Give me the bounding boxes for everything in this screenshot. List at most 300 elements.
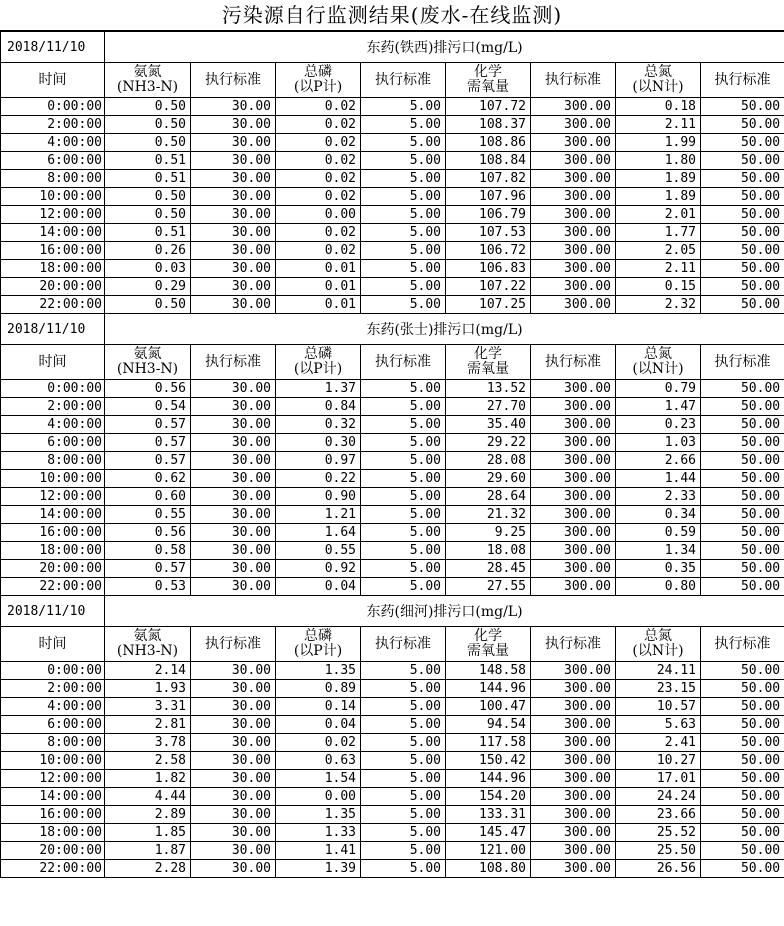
value-cell: 300.00 [531,860,616,878]
value-cell: 0.50 [105,98,191,116]
value-cell: 300.00 [531,224,616,242]
value-cell: 30.00 [191,452,276,470]
time-cell: 22:00:00 [1,296,105,314]
column-header: 时间 [1,63,105,98]
sheet-title: 污染源自行监测结果(废水-在线监测) [0,0,784,31]
value-cell: 100.47 [446,698,531,716]
value-cell: 50.00 [701,116,784,134]
value-cell: 2.58 [105,752,191,770]
value-cell: 5.00 [361,770,446,788]
value-cell: 1.44 [616,470,701,488]
table-row [1,170,784,188]
value-cell: 300.00 [531,698,616,716]
table-row [1,542,784,560]
value-cell: 0.58 [105,542,191,560]
time-cell: 12:00:00 [1,488,105,506]
value-cell: 300.00 [531,242,616,260]
value-cell: 1.77 [616,224,701,242]
column-header-line1: 总磷 [304,64,332,80]
column-header-row [1,63,784,98]
value-cell: 5.00 [361,98,446,116]
value-cell: 2.14 [105,662,191,680]
table-row [1,716,784,734]
value-cell: 30.00 [191,242,276,260]
column-header-line2: (以P计) [293,79,343,95]
value-cell: 30.00 [191,470,276,488]
value-cell: 1.33 [276,824,361,842]
value-cell: 50.00 [701,716,784,734]
column-header [446,345,531,380]
column-header: 执行标准 [531,627,616,662]
value-cell: 30.00 [191,206,276,224]
value-cell: 108.86 [446,134,531,152]
value-cell: 35.40 [446,416,531,434]
value-cell: 28.45 [446,560,531,578]
value-cell: 144.96 [446,680,531,698]
value-cell: 0.57 [105,560,191,578]
table-row [1,98,784,116]
value-cell: 50.00 [701,416,784,434]
table-row [1,380,784,398]
value-cell: 5.00 [361,260,446,278]
value-cell: 50.00 [701,170,784,188]
value-cell: 5.00 [361,860,446,878]
time-cell: 8:00:00 [1,452,105,470]
value-cell: 25.50 [616,842,701,860]
value-cell: 1.87 [105,842,191,860]
value-cell: 30.00 [191,680,276,698]
table-row [1,752,784,770]
value-cell: 29.22 [446,434,531,452]
value-cell: 2.66 [616,452,701,470]
time-cell: 14:00:00 [1,506,105,524]
monitoring-table [0,31,784,878]
column-header-line2: (以P计) [293,361,343,377]
time-cell: 8:00:00 [1,170,105,188]
value-cell: 0.50 [105,188,191,206]
table-row [1,206,784,224]
table-row [1,224,784,242]
time-cell: 20:00:00 [1,842,105,860]
table-row [1,770,784,788]
value-cell: 30.00 [191,698,276,716]
value-cell: 107.22 [446,278,531,296]
value-cell: 30.00 [191,524,276,542]
column-header-line1: 总氮 [644,628,672,644]
column-header-row [1,627,784,662]
column-header-line2: (NH3-N) [116,361,179,377]
time-cell: 10:00:00 [1,752,105,770]
column-header-line1: 氨氮 [133,346,162,362]
column-header-line1: 总氮 [644,64,672,80]
value-cell: 300.00 [531,188,616,206]
column-header: 执行标准 [361,63,446,98]
column-header [446,627,531,662]
column-header [616,627,701,662]
value-cell: 5.00 [361,680,446,698]
value-cell: 0.51 [105,224,191,242]
value-cell: 0.55 [276,542,361,560]
value-cell: 0.35 [616,560,701,578]
value-cell: 5.00 [361,752,446,770]
table-row [1,662,784,680]
value-cell: 0.23 [616,416,701,434]
value-cell: 1.85 [105,824,191,842]
column-header-line1: 总磷 [304,346,332,362]
table-row [1,296,784,314]
value-cell: 0.62 [105,470,191,488]
time-cell: 18:00:00 [1,824,105,842]
value-cell: 50.00 [701,806,784,824]
value-cell: 4.44 [105,788,191,806]
value-cell: 9.25 [446,524,531,542]
value-cell: 30.00 [191,398,276,416]
value-cell: 25.52 [616,824,701,842]
time-cell: 20:00:00 [1,560,105,578]
value-cell: 1.47 [616,398,701,416]
value-cell: 5.00 [361,398,446,416]
value-cell: 50.00 [701,260,784,278]
value-cell: 30.00 [191,116,276,134]
column-header: 时间 [1,345,105,380]
value-cell: 107.53 [446,224,531,242]
value-cell: 5.00 [361,416,446,434]
value-cell: 300.00 [531,134,616,152]
value-cell: 2.81 [105,716,191,734]
section-outlet-title: 东药(铁西)排污口(mg/L) [105,32,784,63]
value-cell: 50.00 [701,398,784,416]
value-cell: 50.00 [701,524,784,542]
value-cell: 0.80 [616,578,701,596]
section-outlet-title: 东药(张士)排污口(mg/L) [105,314,784,345]
value-cell: 30.00 [191,860,276,878]
value-cell: 2.01 [616,206,701,224]
value-cell: 50.00 [701,206,784,224]
time-cell: 6:00:00 [1,716,105,734]
value-cell: 1.54 [276,770,361,788]
column-header-line2: 需氧量 [467,361,509,377]
value-cell: 23.15 [616,680,701,698]
value-cell: 5.00 [361,824,446,842]
value-cell: 30.00 [191,716,276,734]
table-row [1,278,784,296]
value-cell: 50.00 [701,770,784,788]
value-cell: 30.00 [191,506,276,524]
value-cell: 300.00 [531,524,616,542]
value-cell: 30.00 [191,152,276,170]
value-cell: 300.00 [531,278,616,296]
table-row [1,560,784,578]
value-cell: 0.55 [105,506,191,524]
column-header [446,63,531,98]
value-cell: 5.00 [361,842,446,860]
value-cell: 0.00 [276,788,361,806]
time-cell: 2:00:00 [1,116,105,134]
time-cell: 16:00:00 [1,806,105,824]
value-cell: 300.00 [531,842,616,860]
column-header-line2: (以N计) [632,79,684,95]
value-cell: 1.99 [616,134,701,152]
value-cell: 50.00 [701,578,784,596]
value-cell: 30.00 [191,560,276,578]
value-cell: 50.00 [701,98,784,116]
table-row [1,188,784,206]
value-cell: 0.15 [616,278,701,296]
table-row [1,260,784,278]
time-cell: 0:00:00 [1,98,105,116]
value-cell: 0.02 [276,152,361,170]
value-cell: 300.00 [531,680,616,698]
value-cell: 0.50 [105,134,191,152]
value-cell: 5.00 [361,542,446,560]
value-cell: 30.00 [191,296,276,314]
column-header: 执行标准 [701,345,784,380]
value-cell: 5.00 [361,734,446,752]
value-cell: 5.00 [361,806,446,824]
value-cell: 50.00 [701,860,784,878]
value-cell: 50.00 [701,296,784,314]
value-cell: 5.00 [361,452,446,470]
value-cell: 300.00 [531,752,616,770]
value-cell: 30.00 [191,806,276,824]
value-cell: 5.00 [361,242,446,260]
column-header-line1: 化学 [474,346,502,362]
column-header-line2: (以P计) [293,643,343,659]
value-cell: 0.30 [276,434,361,452]
value-cell: 0.29 [105,278,191,296]
value-cell: 1.35 [276,662,361,680]
value-cell: 5.00 [361,716,446,734]
value-cell: 30.00 [191,434,276,452]
time-cell: 2:00:00 [1,398,105,416]
value-cell: 2.41 [616,734,701,752]
time-cell: 10:00:00 [1,470,105,488]
value-cell: 30.00 [191,578,276,596]
value-cell: 0.51 [105,170,191,188]
section-info-row [1,596,784,627]
value-cell: 107.96 [446,188,531,206]
value-cell: 30.00 [191,842,276,860]
column-header-line2: (NH3-N) [116,643,179,659]
value-cell: 0.34 [616,506,701,524]
section-date: 2018/11/10 [1,32,105,63]
value-cell: 0.56 [105,524,191,542]
value-cell: 300.00 [531,662,616,680]
time-cell: 10:00:00 [1,188,105,206]
time-cell: 22:00:00 [1,860,105,878]
value-cell: 5.00 [361,434,446,452]
value-cell: 50.00 [701,506,784,524]
value-cell: 106.72 [446,242,531,260]
column-header: 执行标准 [191,345,276,380]
value-cell: 300.00 [531,452,616,470]
value-cell: 300.00 [531,260,616,278]
value-cell: 0.01 [276,296,361,314]
value-cell: 0.84 [276,398,361,416]
value-cell: 5.00 [361,224,446,242]
value-cell: 1.41 [276,842,361,860]
value-cell: 0.02 [276,734,361,752]
time-cell: 16:00:00 [1,524,105,542]
value-cell: 30.00 [191,134,276,152]
column-header: 执行标准 [361,345,446,380]
column-header [105,345,191,380]
value-cell: 5.00 [361,488,446,506]
time-cell: 22:00:00 [1,578,105,596]
column-header: 执行标准 [701,63,784,98]
column-header [616,63,701,98]
table-row [1,698,784,716]
value-cell: 1.82 [105,770,191,788]
value-cell: 0.50 [105,116,191,134]
value-cell: 1.35 [276,806,361,824]
value-cell: 1.21 [276,506,361,524]
time-cell: 0:00:00 [1,380,105,398]
value-cell: 1.89 [616,188,701,206]
column-header-line1: 化学 [474,628,502,644]
value-cell: 300.00 [531,296,616,314]
column-header-line2: 需氧量 [467,643,509,659]
time-cell: 12:00:00 [1,206,105,224]
value-cell: 148.58 [446,662,531,680]
value-cell: 30.00 [191,380,276,398]
value-cell: 300.00 [531,488,616,506]
column-header-line2: 需氧量 [467,79,509,95]
time-cell: 6:00:00 [1,152,105,170]
value-cell: 0.97 [276,452,361,470]
value-cell: 108.37 [446,116,531,134]
value-cell: 2.89 [105,806,191,824]
column-header [616,345,701,380]
value-cell: 0.90 [276,488,361,506]
value-cell: 107.82 [446,170,531,188]
value-cell: 0.50 [105,296,191,314]
value-cell: 1.34 [616,542,701,560]
value-cell: 300.00 [531,716,616,734]
table-row [1,134,784,152]
value-cell: 1.89 [616,170,701,188]
value-cell: 1.03 [616,434,701,452]
time-cell: 4:00:00 [1,416,105,434]
value-cell: 0.04 [276,716,361,734]
value-cell: 5.00 [361,506,446,524]
value-cell: 0.01 [276,260,361,278]
value-cell: 50.00 [701,188,784,206]
value-cell: 50.00 [701,824,784,842]
value-cell: 2.11 [616,116,701,134]
column-header: 执行标准 [531,345,616,380]
value-cell: 300.00 [531,152,616,170]
value-cell: 0.57 [105,452,191,470]
value-cell: 50.00 [701,488,784,506]
value-cell: 107.72 [446,98,531,116]
value-cell: 0.51 [105,152,191,170]
value-cell: 0.53 [105,578,191,596]
value-cell: 30.00 [191,260,276,278]
value-cell: 0.50 [105,206,191,224]
column-header [276,345,361,380]
time-cell: 8:00:00 [1,734,105,752]
column-header [105,627,191,662]
value-cell: 27.55 [446,578,531,596]
value-cell: 0.22 [276,470,361,488]
value-cell: 300.00 [531,98,616,116]
value-cell: 300.00 [531,380,616,398]
value-cell: 5.00 [361,788,446,806]
column-header: 时间 [1,627,105,662]
value-cell: 5.00 [361,134,446,152]
value-cell: 5.00 [361,296,446,314]
table-row [1,398,784,416]
value-cell: 30.00 [191,662,276,680]
value-cell: 30.00 [191,188,276,206]
table-row [1,806,784,824]
table-row [1,788,784,806]
value-cell: 50.00 [701,470,784,488]
time-cell: 18:00:00 [1,260,105,278]
value-cell: 0.02 [276,224,361,242]
time-cell: 14:00:00 [1,788,105,806]
value-cell: 5.00 [361,116,446,134]
value-cell: 50.00 [701,434,784,452]
value-cell: 117.58 [446,734,531,752]
value-cell: 300.00 [531,770,616,788]
value-cell: 300.00 [531,116,616,134]
value-cell: 0.18 [616,98,701,116]
value-cell: 154.20 [446,788,531,806]
value-cell: 30.00 [191,98,276,116]
table-row [1,488,784,506]
value-cell: 50.00 [701,560,784,578]
value-cell: 50.00 [701,134,784,152]
time-cell: 6:00:00 [1,434,105,452]
value-cell: 17.01 [616,770,701,788]
value-cell: 0.59 [616,524,701,542]
column-header-line2: (以N计) [632,361,684,377]
value-cell: 5.00 [361,152,446,170]
value-cell: 50.00 [701,752,784,770]
time-cell: 12:00:00 [1,770,105,788]
value-cell: 0.02 [276,98,361,116]
value-cell: 2.33 [616,488,701,506]
value-cell: 50.00 [701,662,784,680]
value-cell: 30.00 [191,170,276,188]
value-cell: 1.39 [276,860,361,878]
value-cell: 29.60 [446,470,531,488]
value-cell: 0.04 [276,578,361,596]
value-cell: 50.00 [701,152,784,170]
value-cell: 108.84 [446,152,531,170]
value-cell: 30.00 [191,542,276,560]
table-row [1,524,784,542]
table-row [1,470,784,488]
value-cell: 50.00 [701,452,784,470]
value-cell: 300.00 [531,470,616,488]
column-header: 执行标准 [191,627,276,662]
value-cell: 0.00 [276,206,361,224]
column-header [276,63,361,98]
time-cell: 20:00:00 [1,278,105,296]
value-cell: 0.89 [276,680,361,698]
value-cell: 1.37 [276,380,361,398]
value-cell: 24.24 [616,788,701,806]
value-cell: 0.56 [105,380,191,398]
table-row [1,416,784,434]
time-cell: 0:00:00 [1,662,105,680]
value-cell: 50.00 [701,542,784,560]
value-cell: 133.31 [446,806,531,824]
table-row [1,734,784,752]
